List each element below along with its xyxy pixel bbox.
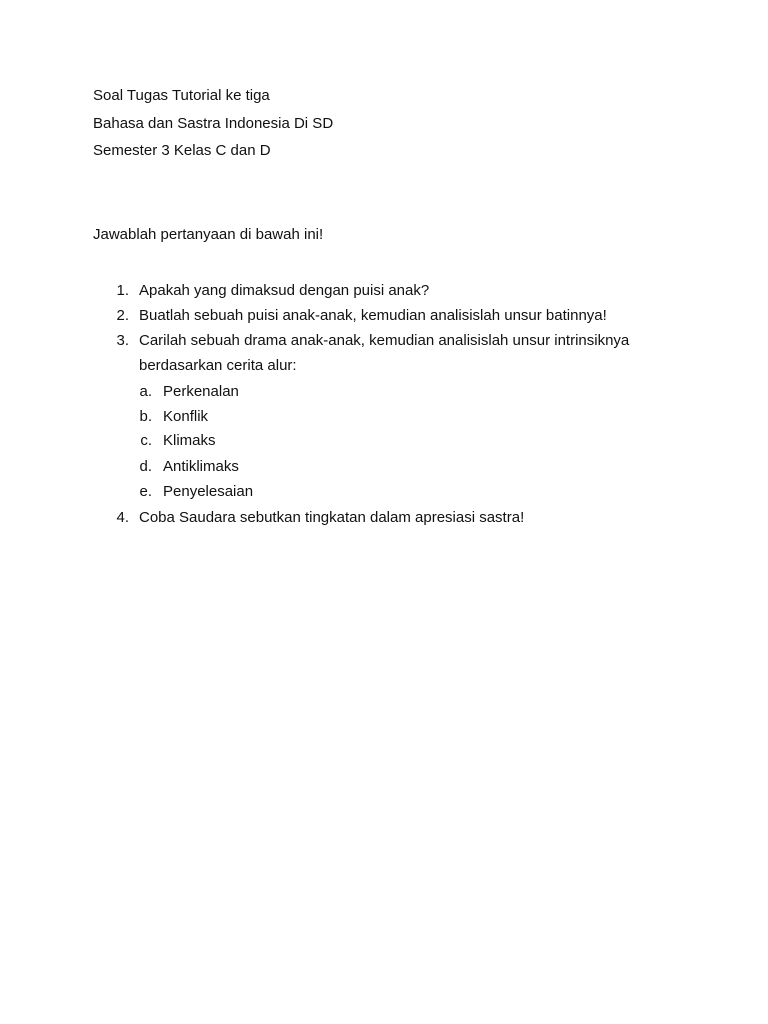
question-text: Coba Saudara sebutkan tingkatan dalam apresiasi sastra! [139, 509, 525, 526]
sublist-text: Penyelesaian [163, 483, 254, 500]
sublist-text: Klimaks [163, 432, 216, 449]
question-text: Buatlah sebuah puisi anak-anak, kemudian analisislah unsur batinnya! [139, 307, 607, 324]
question-number: 3. [116, 332, 129, 349]
header-title: Soal Tugas Tutorial ke tiga [93, 87, 270, 104]
header-subject: Bahasa dan Sastra Indonesia Di SD [93, 115, 334, 132]
question-text: Apakah yang dimaksud dengan puisi anak? [139, 282, 430, 299]
sublist-letter: d. [139, 458, 152, 475]
sublist-text: Antiklimaks [163, 458, 239, 475]
sublist-text: Perkenalan [163, 383, 239, 400]
header-semester: Semester 3 Kelas C dan D [93, 142, 271, 159]
sublist-text: Konflik [163, 408, 209, 425]
sublist-letter: e. [139, 483, 152, 500]
sublist-letter: c. [140, 432, 152, 449]
sublist-letter: b. [139, 408, 152, 425]
question-number: 4. [116, 509, 129, 526]
question-number: 1. [116, 282, 129, 299]
question-text-line-2: berdasarkan cerita alur: [139, 357, 297, 374]
question-text-line-1: Carilah sebuah drama anak-anak, kemudian analisislah unsur intrinsiknya [139, 332, 630, 349]
question-number: 2. [116, 307, 129, 324]
sublist-letter: a. [139, 383, 152, 400]
instruction-text: Jawablah pertanyaan di bawah ini! [93, 226, 324, 243]
